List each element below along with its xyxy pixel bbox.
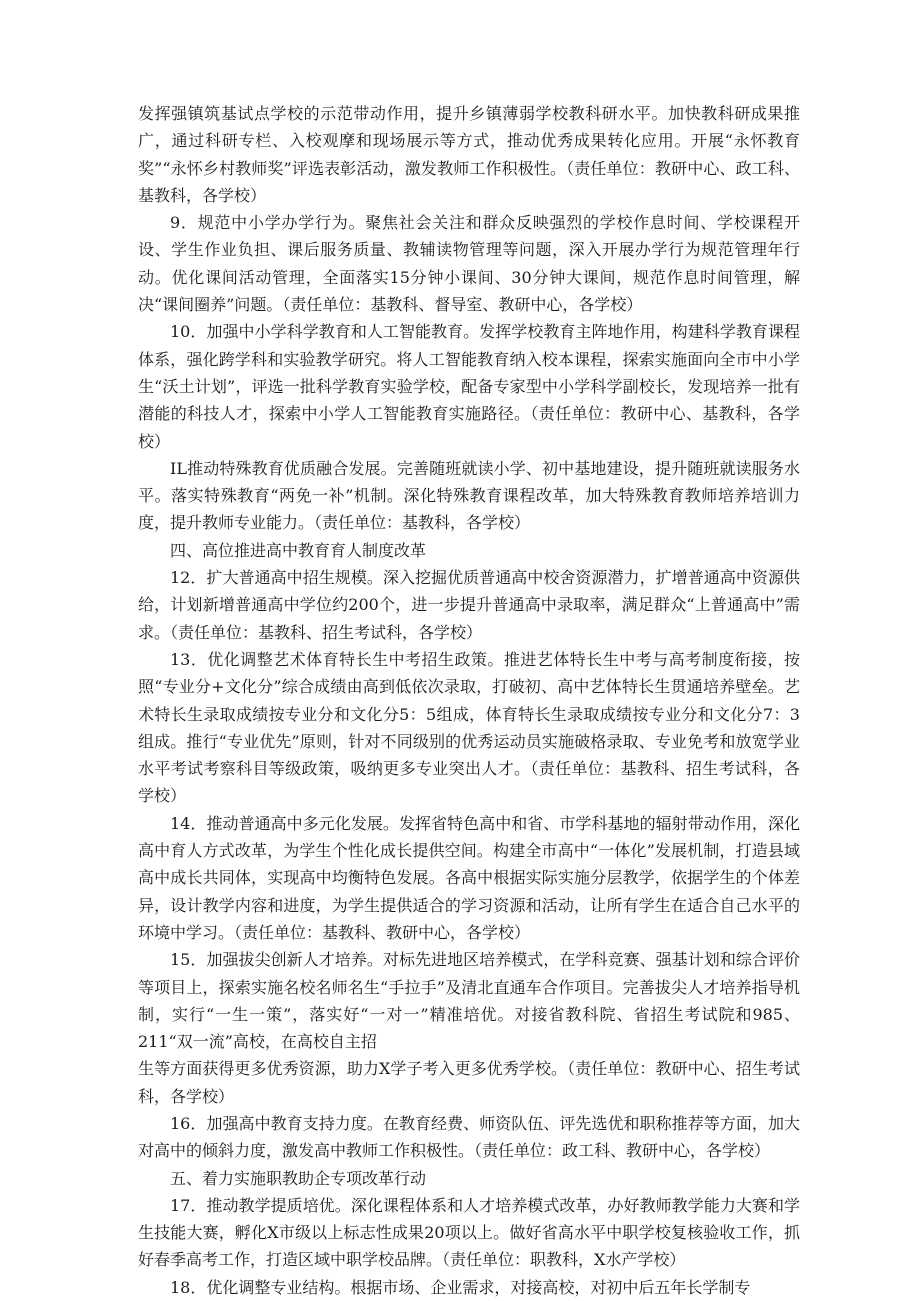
paragraph-item-17: 17．推动教学提质培优。深化课程体系和人才培养模式改革，办好教师教学能力大赛和学生技能大赛，孵化X市级以上标志性成果20项以上。做好省高水平中职学校复核验收工作，抓好春季高考工作，打造区域中职学校品牌。（责任单位：职教科，X水产学校）	[138, 1195, 800, 1270]
section-heading-5: 五、着力实施职教助企专项改革行动	[170, 1168, 427, 1188]
paragraph-item-16: 16．加强高中教育支持力度。在教育经费、师资队伍、评先选优和职称推荐等方面，加大对高中的倾斜力度，激发高中教师工作积极性。（责任单位：政工科、教研中心，各学校）	[138, 1113, 800, 1161]
paragraph-item-10: 10．加强中小学科学教育和人工智能教育。发挥学校教育主阵地作用，构建科学教育课程体系，强化跨学科和实验教学研究。将人工智能教育纳入校本课程，探索实施面向全市中小学生“沃土计划”，评选一批科学教育实验学校，配备专家型中小学科学副校长，发现培养一批有潜能的科技人才，探索中小学人工智能教育实施路径。（责任单位：教研中心、基教科，各学校）	[138, 322, 800, 451]
document-body	[138, 100, 800, 1301]
paragraph-item-11: IL推动特殊教育优质融合发展。完善随班就读小学、初中基地建设，提升随班就读服务水平。落实特殊教育“两免一补”机制。深化特殊教育课程改革，加大特殊教育教师培养培训力度，提升教师专业能力。（责任单位：基教科，各学校）	[138, 458, 800, 533]
paragraph-item-13: 13．优化调整艺术体育特长生中考招生政策。推进艺体特长生中考与高考制度衔接，按照“专业分+文化分”综合成绩由高到低依次录取，打破初、高中艺体特长生贯通培养壁垒。艺术特长生录取成绩按专业分和文化分5：5组成，体育特长生录取成绩按专业分和文化分7：3组成。推行“专业优先”原则，针对不同级别的优秀运动员实施破格录取、专业免考和放宽学业水平考试考察科目等级政策，吸纳更多专业突出人才。（责任单位：基教科、招生考试科，各学校）	[138, 649, 800, 806]
paragraph-item-15: 15．加强拔尖创新人才培养。对标先进地区培养模式，在学科竞赛、强基计划和综合评价等项目上，探索实施名校名师名生“手拉手”及清北直通车合作项目。完善拔尖人才培养指导机制，实行“一生一策”，落实好“一对一”精准培优。对接省教科院、省招生考试院和985、211“双一流”高校，在高校自主招	[138, 950, 800, 1052]
paragraph-continued: 发挥强镇筑基试点学校的示范带动作用，提升乡镇薄弱学校教科研水平。加快教科研成果推广，通过科研专栏、入校观摩和现场展示等方式，推动优秀成果转化应用。开展“永怀教育奖”“永怀乡村教师奖”评选表彰活动，激发教师工作积极性。（责任单位：教研中心、政工科、基教科，各学校）	[138, 104, 800, 205]
paragraph-item-18: 18．优化调整专业结构。根据市场、企业需求，对接高校，对初中后五年长学制专	[170, 1277, 751, 1297]
paragraph-item-15-continued: 生等方面获得更多优秀资源，助力X学子考入更多优秀学校。（责任单位：教研中心、招生考试科，各学校）	[138, 1059, 800, 1106]
paragraph-item-14: 14．推动普通高中多元化发展。发挥省特色高中和省、市学科基地的辐射带动作用，深化高中育人方式改革，为学生个性化成长提供空间。构建全市高中“一体化”发展机制，打造县域高中成长共同体，实现高中均衡特色发展。各高中根据实际实施分层教学，依据学生的个体差异，设计教学内容和进度，为学生提供适合的学习资源和活动，让所有学生在适合自己水平的环境中学习。（责任单位：基教科、教研中心，各学校）	[138, 813, 800, 942]
paragraph-item-9: 9．规范中小学办学行为。聚焦社会关注和群众反映强烈的学校作息时间、学校课程开设、学生作业负担、课后服务质量、教辅读物管理等问题，深入开展办学行为规范管理年行动。优化课间活动管理，全面落实15分钟小课间、30分钟大课间，规范作息时间管理，解决“课间圈养”问题。（责任单位：基教科、督导室、教研中心，各学校）	[138, 213, 800, 315]
paragraph-item-12: 12．扩大普通高中招生规模。深入挖掘优质普通高中校舍资源潜力，扩增普通高中资源供给，计划新增普通高中学位约200个，进一步提升普通高中录取率，满足群众“上普通高中”需求。（责任单位：基教科、招生考试科，各学校）	[138, 568, 800, 642]
section-heading-4: 四、高位推进高中教育育人制度改革	[170, 540, 427, 560]
